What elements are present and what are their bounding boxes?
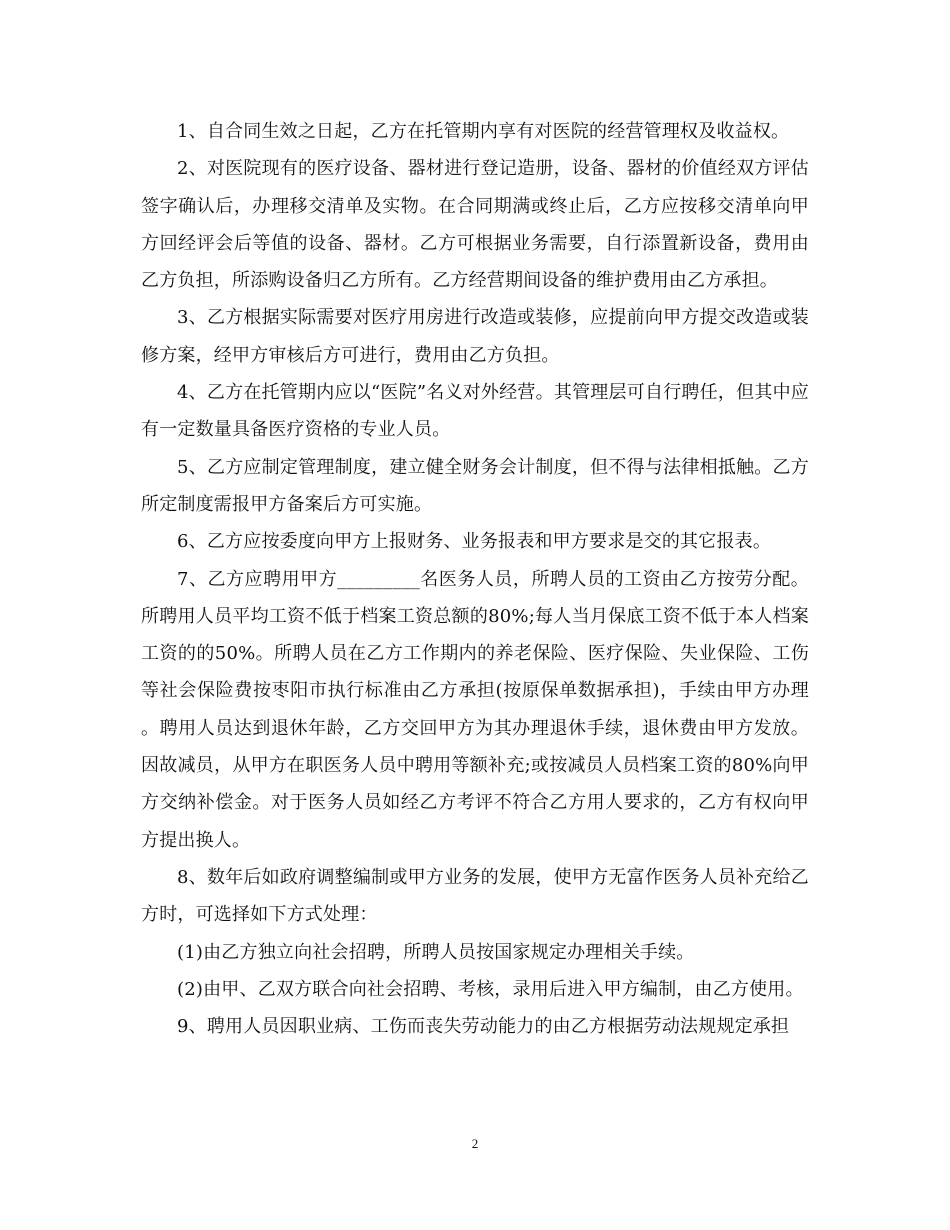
clause-8-option-2-paragraph: (2)由甲、乙双方联合向社会招聘、考核，录用后进入甲方编制，由乙方使用。 [177, 978, 804, 1000]
clause-4-paragraph: 4、乙方在托管期内应以“医院”名义对外经营。其管理层可自行聘任，但其中应有一定数量具备医疗资格的专业人员。 [141, 382, 809, 441]
clause-6-paragraph: 6、乙方应按委度向甲方上报财务、业务报表和甲方要求是交的其它报表。 [177, 531, 772, 553]
clause-1-paragraph: 1、自合同生效之日起，乙方在托管期内享有对医院的经营管理权及收益权。 [177, 121, 790, 142]
clause-2-paragraph: 2、对医院现有的医疗设备、器材进行登记造册，设备、器材的价值经双方评估签字确认后，办理移交清单及实物。在合同期满或终止后，乙方应按移交清单向甲方回经评会后等值的设备、器材。乙方可根据业务需要，自行添置新设备，费用由乙方负担，所添购设备归乙方所有。乙方经营期间设备的维护费用由乙方承担。 [141, 158, 809, 292]
clause-7-paragraph: 7、乙方应聘用甲方_________名医务人员，所聘人员的工资由乙方按劳分配。所聘用人员平均工资不低于档案工资总额的80%;每人当月保底工资不低于本人档案工资的的50%。所聘人员在乙方工作期内的养老保险、医疗保险、失业保险、工伤等社会保险费按枣阳市执行标准由乙方承担(按原保单数据承担)，手续由甲方办理。聘用人员达到退休年龄，乙方交回甲方为其办理退休手续，退休费由甲方发放。因故减员，从甲方在职医务人员中聘用等额补充;或按减员人员档案工资的80%向甲方交纳补偿金。对于医务人员如经乙方考评不符合乙方用人要求的，乙方有权向甲方提出换人。 [141, 568, 809, 851]
page-number: 2 [471, 1136, 479, 1151]
clause-8-option-1-paragraph: (1)由乙方独立向社会招聘，所聘人员按国家规定办理相关手续。 [177, 941, 695, 963]
clause-9-paragraph: 9、聘用人员因职业病、工伤而丧失劳动能力的由乙方根据劳动法规规定承担 [177, 1016, 790, 1038]
clause-3-paragraph: 3、乙方根据实际需要对医疗用房进行改造或装修，应提前向甲方提交改造或装修方案，经甲方审核后方可进行，费用由乙方负担。 [141, 307, 809, 366]
document-body [141, 113, 809, 1045]
clause-8-paragraph: 8、数年后如政府调整编制或甲方业务的发展，使甲方无富作医务人员补充给乙方时，可选择如下方式处理： [141, 866, 809, 926]
clause-5-paragraph: 5、乙方应制定管理制度，建立健全财务会计制度，但不得与法律相抵触。乙方所定制度需报甲方备案后方可实施。 [141, 456, 809, 515]
